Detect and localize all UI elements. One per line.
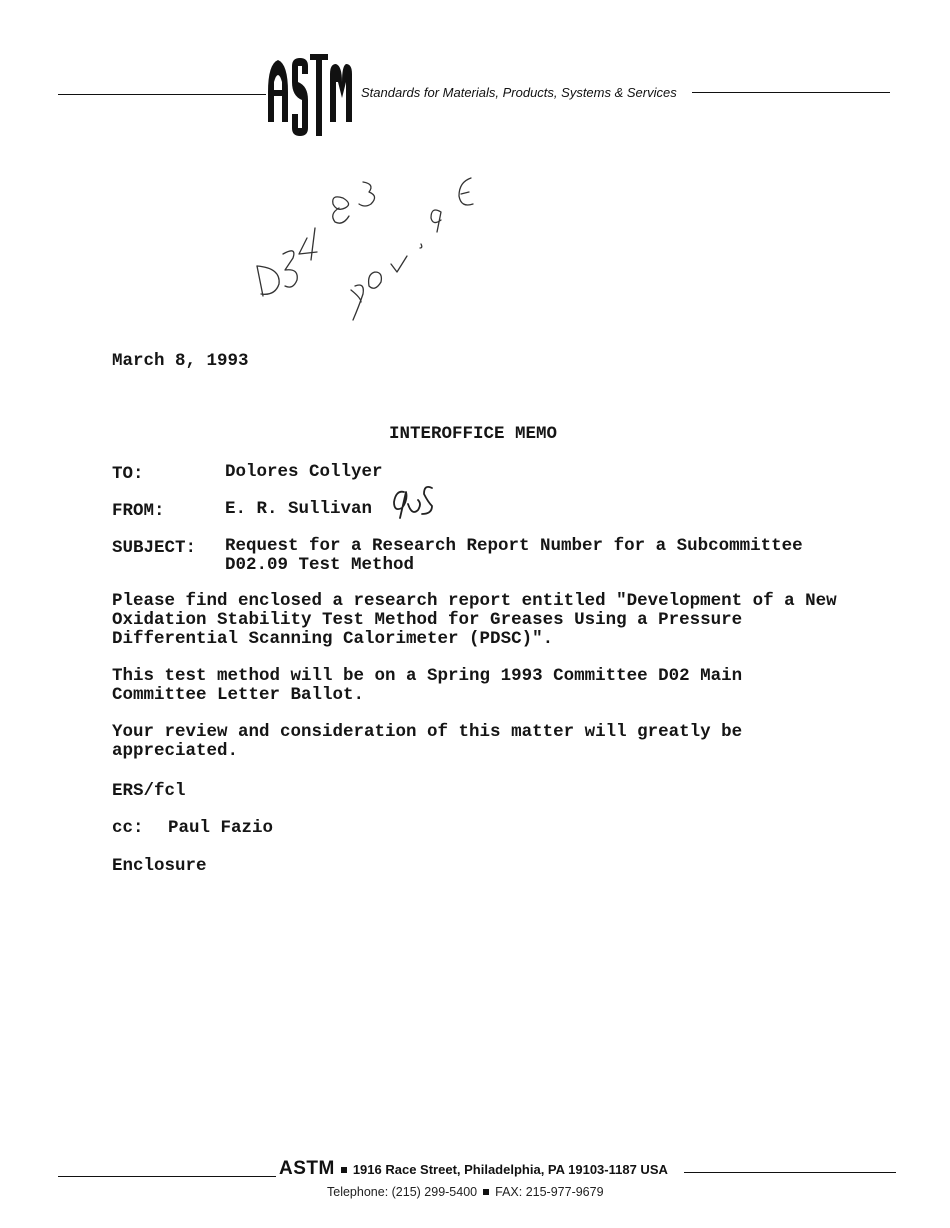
memo-date: March 8, 1993: [112, 351, 249, 371]
footer-fax: FAX: 215-977-9679: [495, 1185, 604, 1199]
footer-address-line: [279, 1158, 668, 1180]
enclosure-note: Enclosure: [112, 856, 207, 876]
handwritten-initials: [388, 482, 438, 524]
memo-heading: INTEROFFICE MEMO: [389, 424, 558, 444]
letterhead-right-rule: [692, 92, 890, 93]
subject-line-1: Request for a Research Report Number for a Subcommittee: [225, 536, 803, 556]
astm-logo: [266, 52, 352, 138]
handwritten-annotation: [245, 172, 485, 322]
cc-value: Paul Fazio: [168, 818, 274, 838]
body-paragraph-1: Please find enclosed a research report entitled "Development of a New Oxidation Stability Test Method for Greases Using a Pressure Differential Scanning Calorimeter (PDSC)".: [112, 591, 837, 649]
to-value: Dolores Collyer: [225, 462, 383, 482]
footer-address: 1916 Race Street, Philadelphia, PA 19103-1187 USA: [352, 1162, 668, 1177]
from-label: FROM:: [112, 501, 165, 521]
footer-contact-line: [327, 1185, 604, 1199]
footer-brand: ASTM: [279, 1158, 335, 1179]
footer-left-rule: [58, 1176, 276, 1177]
bullet-square-icon: [483, 1189, 489, 1195]
from-value: E. R. Sullivan: [225, 499, 373, 519]
bullet-square-icon: [341, 1167, 347, 1173]
to-label: TO:: [112, 464, 144, 484]
subject-label: SUBJECT:: [112, 538, 197, 558]
cc-label: cc:: [112, 818, 144, 838]
subject-line-2: D02.09 Test Method: [225, 555, 415, 575]
letterhead-left-rule: [58, 94, 266, 95]
body-paragraph-3: Your review and consideration of this matter will greatly be appreciated.: [112, 722, 743, 761]
body-paragraph-2: This test method will be on a Spring 1993 Committee D02 Main Committee Letter Ballot.: [112, 666, 743, 705]
letterhead-tagline: Standards for Materials, Products, Systems & Services: [361, 85, 677, 100]
footer-telephone: Telephone: (215) 299-5400: [327, 1185, 478, 1199]
footer-right-rule: [684, 1172, 896, 1173]
reference-initials: ERS/fcl: [112, 781, 186, 801]
